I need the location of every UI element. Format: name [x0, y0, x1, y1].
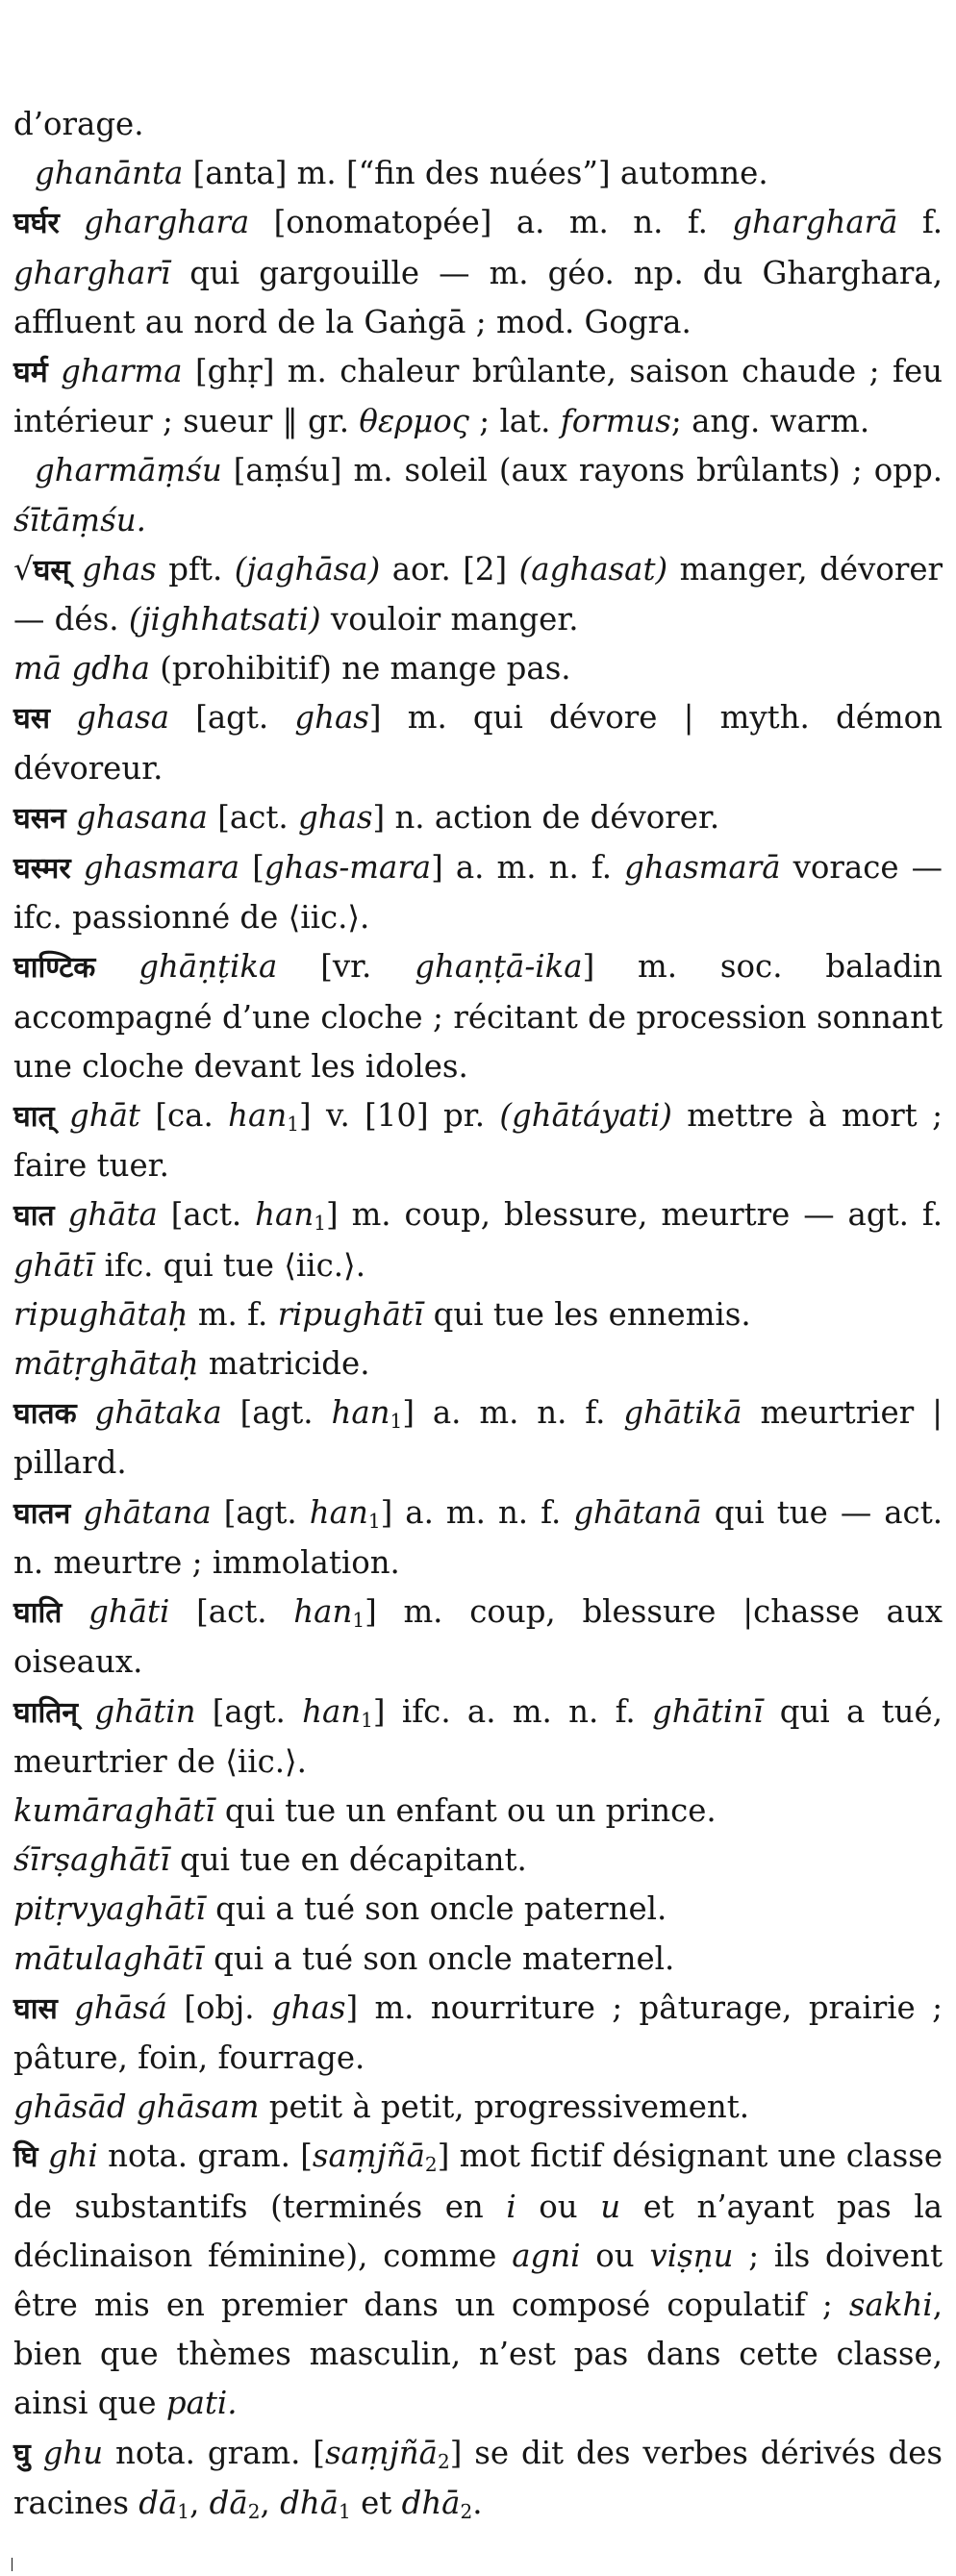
devanagari-headword: घु [13, 2437, 31, 2471]
transliteration-italic: mātṛghātaḥ [13, 1345, 199, 1383]
devanagari-headword: घातक [13, 1397, 77, 1432]
definition-text: ifc. qui tue ⟨iic.⟩. [94, 1246, 365, 1284]
definition-text: [act. [157, 1196, 256, 1234]
devanagari-headword: घस [13, 702, 51, 737]
entry-ghat [13, 1091, 943, 1190]
transliteration-italic: ghas [297, 798, 373, 836]
definition-text: [ [239, 849, 264, 887]
definition-text: [ca. [139, 1097, 229, 1135]
definition-text [66, 799, 76, 836]
devanagari-headword: घस्मर [13, 852, 71, 887]
transliteration-italic: ghāti [88, 1593, 170, 1631]
definition-text: √ [13, 550, 34, 588]
devanagari-headword: घर्म [13, 356, 48, 390]
definition-text: ou [516, 2188, 601, 2225]
definition-text: ] a. m. n. f. [380, 1493, 574, 1531]
definition-text: ] m. nourriture ; pâturage, prairie ; pâture, foin, fourrage. [13, 1988, 943, 2076]
homonym-index: 1 [339, 2499, 351, 2523]
definition-text [55, 1196, 68, 1233]
definition-text: [agt. [211, 1493, 310, 1531]
entry-ghataka [13, 1388, 943, 1488]
definition-text: ] a. m. n. f. [402, 1394, 624, 1432]
transliteration-italic: ghanānta [35, 155, 184, 192]
homonym-index: 1 [287, 1113, 299, 1137]
definition-text: ] mot fictif désignant une classe de substantifs (terminés en [13, 2138, 943, 2225]
entry-ghi [13, 2132, 943, 2428]
transliteration-italic: ghasmara [83, 849, 240, 887]
definition-text: petit à petit, progressivement. [259, 2088, 750, 2126]
transliteration-italic: i [506, 2188, 516, 2225]
entry-ghasa-fodder [13, 1984, 943, 2083]
definition-text [70, 1494, 83, 1531]
definition-text [60, 204, 84, 240]
entry-gharghara [13, 198, 943, 347]
definition-text: vouloir manger. [320, 601, 579, 638]
homonym-index: 1 [352, 1609, 365, 1633]
definition-text: matricide. [198, 1345, 370, 1383]
definition-text: ] a. m. n. f. [431, 849, 625, 887]
definition-text: qui tue les ennemis. [423, 1295, 751, 1333]
transliteration-italic: ghasana [75, 798, 208, 836]
transliteration-italic: dhā [280, 2484, 340, 2521]
entry-matrghatah [13, 1339, 943, 1388]
definition-text: ] se dit des verbes dérivés des racines [13, 2434, 943, 2521]
definition-text: mettre à mort ; faire tuer. [13, 1097, 943, 1185]
transliteration-italic: saṃjñā [324, 2434, 438, 2471]
definition-text: , bien que thèmes masculin, n’est pas dans cette classe, ainsi que [13, 2286, 943, 2422]
homonym-index: 2 [424, 2153, 438, 2177]
transliteration-italic: ghargharī [13, 254, 171, 291]
entry-ghantika [13, 942, 943, 1091]
transliteration-italic: ghas [82, 550, 157, 588]
transliteration-italic: ghāsād ghāsam [13, 2088, 260, 2126]
transliteration-italic: ghātī [13, 1246, 95, 1284]
devanagari-headword: घातन [13, 1496, 71, 1531]
transliteration-italic: saṃjñā [312, 2138, 425, 2175]
definition-text: ] m. coup, blessure |chasse aux oiseaux. [13, 1593, 943, 1681]
definition-text: (prohibitif) ne mange pas. [149, 650, 571, 688]
transliteration-italic: ghātikā [623, 1394, 742, 1432]
definition-text: . [472, 2484, 483, 2521]
transliteration-italic: han [331, 1394, 390, 1432]
homonym-index: 2 [247, 2499, 261, 2523]
definition-text [50, 699, 76, 736]
definition-text: d’orage. [13, 106, 144, 142]
devanagari-headword: घाति [13, 1596, 63, 1631]
transliteration-italic: ghātana [83, 1493, 212, 1531]
transliteration-italic: gharghara [84, 204, 250, 241]
homonym-index: 1 [390, 1410, 403, 1434]
page-edge-mark [12, 2558, 13, 2571]
definition-text [95, 948, 138, 985]
definition-text: aor. [2] [380, 550, 519, 588]
homonym-index: 1 [314, 1212, 326, 1236]
homonym-index: 1 [367, 1509, 381, 1533]
definition-text: qui gargouille — m. géo. np. du Gharghara, affluent au nord de la Gaṅgā ; mod. Gogra. [13, 254, 943, 340]
entry-ghu [13, 2429, 943, 2528]
definition-text: qui a tué son oncle paternel. [205, 1890, 667, 1928]
definition-text: nota. gram. [ [97, 2138, 313, 2175]
transliteration-italic: ghāta [67, 1196, 158, 1234]
transliteration-italic: θερμος [359, 403, 469, 440]
definition-text: ] m. qui dévore | myth. démon dévoreur. [13, 699, 943, 787]
definition-text [62, 1593, 88, 1630]
definition-text: [vr. [277, 948, 415, 986]
transliteration-italic: pitṛvyaghātī [13, 1890, 206, 1928]
devanagari-headword: घास [13, 1991, 58, 2026]
definition-text: pft. [156, 550, 235, 588]
transliteration-italic: ripughātī [277, 1295, 424, 1333]
transliteration-italic: gharma [61, 353, 183, 390]
transliteration-italic: dā [138, 2484, 178, 2521]
transliteration-italic: han [228, 1097, 288, 1135]
definition-text: vorace — ifc. passionné de ⟨iic.⟩. [13, 849, 943, 937]
definition-text: [act. [169, 1593, 294, 1631]
entry-ghata [13, 1190, 943, 1289]
definition-text: ; lat. [468, 403, 561, 440]
transliteration-italic: (jaghāsa) [234, 550, 381, 588]
entry-continuation-orage [13, 100, 943, 149]
transliteration-italic: han [302, 1692, 362, 1730]
devanagari-headword: घाण्टिक [13, 951, 96, 986]
transliteration-italic: ghātaka [94, 1394, 222, 1432]
transliteration-italic: mā gdha [13, 650, 150, 688]
entry-ripughatah [13, 1290, 943, 1339]
transliteration-italic: ghātin [94, 1692, 196, 1730]
definition-text: ] ifc. a. m. n. f. [372, 1692, 652, 1730]
entry-ghas [13, 545, 943, 644]
entry-sirsaghati [13, 1836, 943, 1885]
devanagari-headword: घसन [13, 801, 66, 836]
transliteration-italic: ghas-mara [264, 849, 432, 887]
definition-text: [agt. [221, 1394, 332, 1432]
definition-text [48, 353, 61, 389]
entry-gharmamsu [13, 446, 943, 544]
transliteration-italic: pati. [165, 2385, 238, 2422]
definition-text: ] v. [10] pr. [298, 1097, 500, 1135]
transliteration-italic: viṣṇu [649, 2237, 734, 2274]
transliteration-italic: ghasmarā [624, 849, 781, 887]
transliteration-italic: han [293, 1593, 353, 1631]
entry-ghasa [13, 693, 943, 792]
definition-text: [agt. [169, 699, 295, 737]
definition-text: [act. [207, 798, 298, 836]
entry-ghatana [13, 1488, 943, 1588]
definition-text: qui tue — act. n. meurtre ; immolation. [13, 1493, 943, 1581]
homonym-index: 1 [361, 1708, 373, 1732]
devanagari-headword: घस् [33, 553, 70, 588]
entry-gharma [13, 347, 943, 446]
transliteration-italic: ghāsá [74, 1988, 167, 2026]
devanagari-headword: घर्घर [13, 207, 60, 241]
definition-text: nota. gram. [ [103, 2434, 325, 2471]
devanagari-headword: घात् [13, 1100, 55, 1135]
transliteration-italic: (aghasat) [518, 550, 668, 588]
transliteration-italic: dhā [401, 2484, 461, 2521]
transliteration-italic: (jighhatsati) [128, 601, 321, 638]
definition-text: [agt. [195, 1692, 303, 1730]
transliteration-italic: śītāṃśu. [13, 501, 146, 538]
definition-text: [anta] m. [“fin des nuées”] automne. [183, 155, 768, 192]
transliteration-italic: ghargharā [732, 204, 898, 241]
definition-text [31, 2435, 43, 2471]
transliteration-italic: agni [512, 2237, 581, 2274]
definition-text [58, 1989, 74, 2026]
entry-ghasana [13, 793, 943, 843]
definition-text [71, 849, 84, 886]
definition-text [55, 1097, 69, 1134]
transliteration-italic: ghi [47, 2138, 98, 2175]
definition-text: ] m. soc. baladin accompagné d’une cloche ; récitant de procession sonnant une cloche devant les idoles. [13, 948, 943, 1085]
definition-text: , [260, 2484, 281, 2521]
transliteration-italic: (ghātáyati) [499, 1097, 672, 1135]
transliteration-italic: u [600, 2188, 621, 2225]
definition-text: ] m. coup, blessure, meurtre — agt. f. [325, 1196, 943, 1234]
transliteration-italic: han [309, 1493, 368, 1531]
definition-text: ; ils doivent être mis en premier dans un composé copulatif ; [13, 2237, 943, 2323]
definition-text: manger, dévorer — dés. [13, 550, 943, 638]
transliteration-italic: han [255, 1196, 314, 1234]
definition-text: et n’ayant pas la déclinaison féminine), comme [13, 2188, 943, 2274]
entry-ghati [13, 1588, 943, 1687]
dictionary-column [13, 100, 943, 2528]
homonym-index: 2 [437, 2449, 450, 2473]
transliteration-italic: ghāṇṭika [138, 948, 278, 986]
homonym-index: 1 [177, 2499, 190, 2523]
entry-ghatin [13, 1688, 943, 1787]
entry-ghasmara [13, 843, 943, 942]
transliteration-italic: formus [560, 403, 671, 440]
transliteration-italic: ghāt [69, 1097, 140, 1135]
transliteration-italic: mātulaghātī [13, 1939, 204, 1977]
transliteration-italic: ghu [42, 2434, 104, 2471]
definition-text: ; ang. warm. [670, 403, 870, 440]
devanagari-headword: घि [13, 2140, 38, 2175]
entry-ma-gdha [13, 644, 943, 693]
definition-text: qui tue un enfant ou un prince. [214, 1791, 717, 1829]
definition-text: meurtrier | pillard. [13, 1394, 943, 1482]
entry-ghananta [13, 149, 943, 198]
entry-pitrvyaghati [13, 1885, 943, 1934]
definition-text [78, 1693, 94, 1730]
definition-text [70, 551, 83, 588]
transliteration-italic: gharmāṃśu [35, 452, 222, 489]
definition-text: , [189, 2484, 210, 2521]
definition-text: qui a tué, meurtrier de ⟨iic.⟩. [13, 1692, 943, 1780]
transliteration-italic: ghātinī [652, 1692, 764, 1730]
transliteration-italic: ghas [294, 699, 369, 737]
definition-text [38, 2138, 48, 2174]
transliteration-italic: ghas [270, 1988, 346, 2026]
transliteration-italic: kumāraghātī [13, 1791, 215, 1829]
definition-text: qui a tué son oncle maternel. [203, 1939, 675, 1977]
transliteration-italic: ghasa [76, 699, 170, 737]
transliteration-italic: śīrṣaghātī [13, 1841, 170, 1879]
transliteration-italic: ghaṇṭā-ika [415, 948, 583, 986]
transliteration-italic: ghātanā [573, 1493, 702, 1531]
definition-text: f. [897, 204, 943, 241]
definition-text: [onomatopée] a. m. n. f. [249, 204, 733, 241]
devanagari-headword: घातिन् [13, 1695, 79, 1730]
definition-text: [aṃśu] m. soleil (aux rayons brûlants) ; opp. [221, 452, 943, 489]
entry-kumaraghati [13, 1787, 943, 1836]
definition-text: et [350, 2484, 402, 2521]
definition-text: [obj. [167, 1988, 271, 2026]
definition-text: [ghṛ] m. chaleur brûlante, saison chaude ; feu intérieur ; sueur ‖ gr. [13, 353, 943, 440]
definition-text: ] n. action de dévorer. [372, 798, 720, 836]
definition-text: qui tue en décapitant. [169, 1841, 527, 1879]
definition-text [77, 1394, 95, 1431]
transliteration-italic: dā [209, 2484, 248, 2521]
homonym-index: 2 [460, 2499, 473, 2523]
transliteration-italic: ripughātaḥ [13, 1295, 189, 1333]
transliteration-italic: sakhi [848, 2286, 933, 2323]
definition-text: ou [580, 2237, 650, 2274]
entry-ghasad-ghasam [13, 2083, 943, 2132]
definition-text: m. f. [188, 1295, 278, 1333]
devanagari-headword: घात [13, 1199, 55, 1234]
entry-matulaghati [13, 1935, 943, 1984]
